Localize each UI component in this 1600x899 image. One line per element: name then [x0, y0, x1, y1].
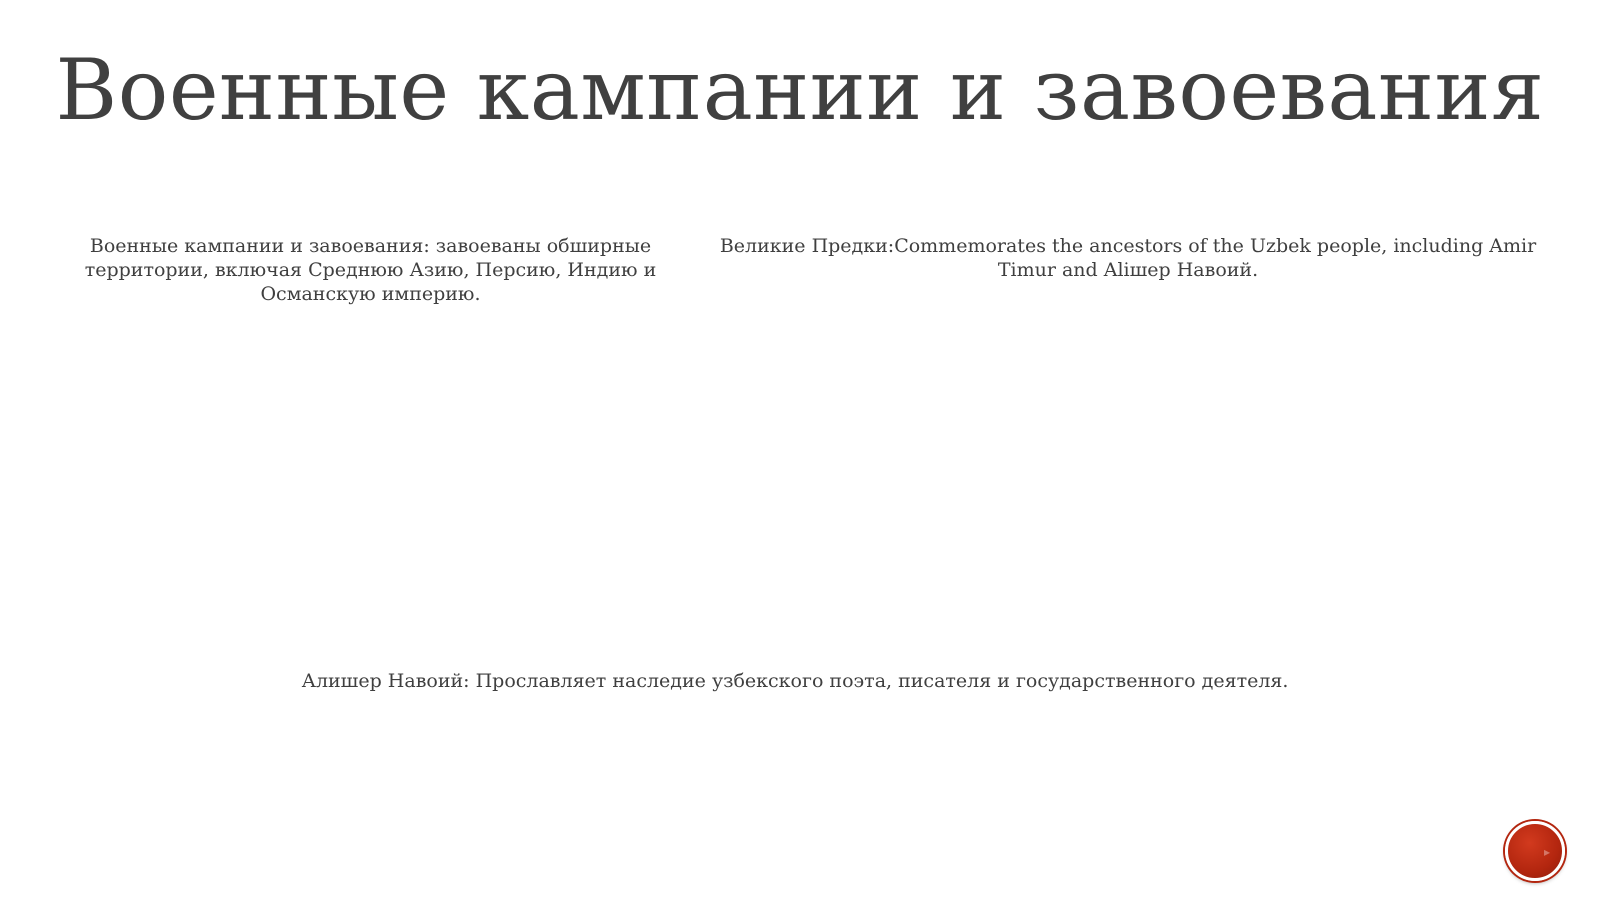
slide-nav-button[interactable]	[1505, 821, 1565, 881]
right-text-block: Великие Предки:Commemorates the ancestors of the Uzbek people, including Amir Timur and Alішер Навоий.	[719, 235, 1537, 281]
circle-nav-icon: ▸	[1543, 845, 1550, 859]
bottom-text-block: Алишер Навоий: Прославляет наследие узбекского поэта, писателя и государственного деятеля.	[301, 670, 1289, 692]
slide-title: Военные кампании и завоевания	[55, 41, 1545, 139]
left-text-block: Военные кампании и завоевания: завоеваны обширные территории, включая Среднюю Азию, Персию, Индию и Османскую империю.	[84, 235, 657, 305]
